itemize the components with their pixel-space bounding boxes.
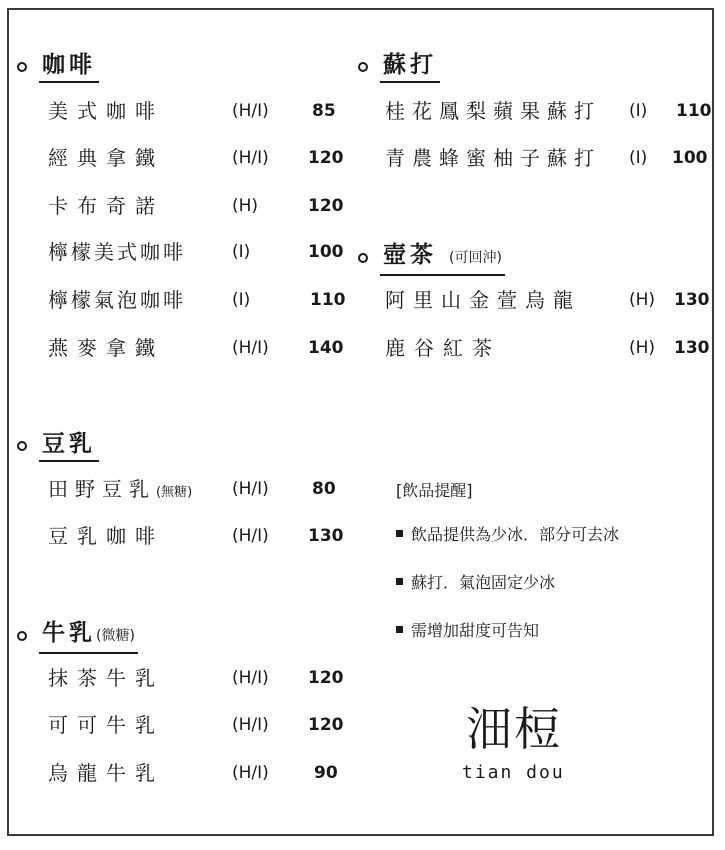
reminder-item: [396, 618, 539, 641]
item-temp: (H/I): [232, 338, 269, 358]
item-price: 80: [312, 479, 336, 499]
item-price: 100: [308, 242, 344, 262]
item-temp: (I): [232, 290, 251, 310]
item-price: 85: [312, 101, 336, 121]
section-title-soymilk: 豆乳: [39, 429, 99, 462]
section-header-coffee: [17, 50, 99, 83]
item-name: 檸檬氣泡咖啡: [48, 288, 186, 312]
item-price: 100: [672, 148, 708, 168]
item-price: 110: [676, 101, 712, 121]
item-temp: (H/I): [232, 763, 269, 783]
item-name: 經典拿鐵: [48, 146, 164, 170]
item-temp: (H): [629, 338, 656, 358]
item-name: 抹茶牛乳: [48, 666, 164, 690]
bullet-icon: [358, 62, 368, 72]
item-temp: (H/I): [232, 148, 269, 168]
reminder-item: [396, 522, 619, 545]
item-temp: (H/I): [232, 101, 269, 121]
item-temp: (H/I): [232, 479, 269, 499]
item-price: 140: [308, 338, 344, 358]
brand-logo: 沺梪: [466, 702, 562, 756]
item-temp: (H/I): [232, 668, 269, 688]
item-name: 阿里山金萱烏龍: [385, 288, 581, 312]
section-note: (微糖): [96, 628, 135, 644]
item-temp: (H): [629, 290, 656, 310]
item-temp: (H/I): [232, 715, 269, 735]
section-header-tea: [358, 240, 505, 276]
item-name: 可可牛乳: [48, 713, 164, 737]
item-temp: (I): [629, 148, 648, 168]
item-name: 燕麥拿鐵: [48, 336, 164, 360]
item-temp: (H): [232, 196, 259, 216]
reminder-item: [396, 570, 555, 593]
item-name: 青農蜂蜜柚子蘇打: [385, 146, 601, 170]
bullet-icon: [358, 253, 368, 263]
reminder-text: 蘇打．氣泡固定少冰: [411, 573, 556, 592]
item-price: 110: [310, 290, 346, 310]
bullet-icon: [17, 62, 27, 72]
item-temp: (I): [629, 101, 648, 121]
section-title-coffee: 咖啡: [39, 50, 99, 83]
item-price: 120: [308, 196, 344, 216]
section-title-soda: 蘇打: [380, 50, 440, 83]
item-name: 烏龍牛乳: [48, 761, 164, 785]
item-name: 美式咖啡: [48, 99, 164, 123]
item-price: 90: [314, 763, 338, 783]
reminder-text: 需增加甜度可告知: [411, 621, 540, 640]
section-title-text: 壺茶: [383, 242, 437, 268]
item-note: (無糖): [156, 485, 193, 500]
reminder-text: 飲品提供為少冰．部分可去冰: [411, 525, 620, 544]
section-title-text: 牛乳: [42, 620, 96, 646]
item-name-text: 田野豆乳: [48, 477, 156, 501]
item-name: [48, 474, 192, 508]
square-bullet-icon: [396, 530, 403, 537]
bullet-icon: [17, 631, 27, 641]
item-price: 120: [308, 148, 344, 168]
reminders-title: [飲品提醒]: [396, 481, 473, 500]
item-name: 桂花鳳梨蘋果蘇打: [385, 99, 601, 123]
item-temp: (H/I): [232, 526, 269, 546]
brand-romanized: tian dou: [462, 762, 565, 783]
item-price: 130: [674, 290, 710, 310]
item-price: 120: [308, 715, 344, 735]
section-header-soda: [358, 50, 440, 83]
square-bullet-icon: [396, 626, 403, 633]
item-name: 豆乳咖啡: [48, 524, 164, 548]
item-name: 檸檬美式咖啡: [48, 240, 186, 264]
section-header-soymilk: [17, 429, 99, 462]
section-title-milk: [39, 618, 138, 654]
item-name: 卡布奇諾: [48, 194, 164, 218]
item-temp: (I): [232, 242, 251, 262]
section-title-tea: [380, 240, 505, 276]
item-name: 鹿谷紅茶: [385, 336, 501, 360]
item-price: 120: [308, 668, 344, 688]
square-bullet-icon: [396, 578, 403, 585]
item-price: 130: [308, 526, 344, 546]
bullet-icon: [17, 441, 27, 451]
section-note: (可回沖): [449, 250, 502, 266]
item-price: 130: [674, 338, 710, 358]
section-header-milk: [17, 618, 138, 654]
